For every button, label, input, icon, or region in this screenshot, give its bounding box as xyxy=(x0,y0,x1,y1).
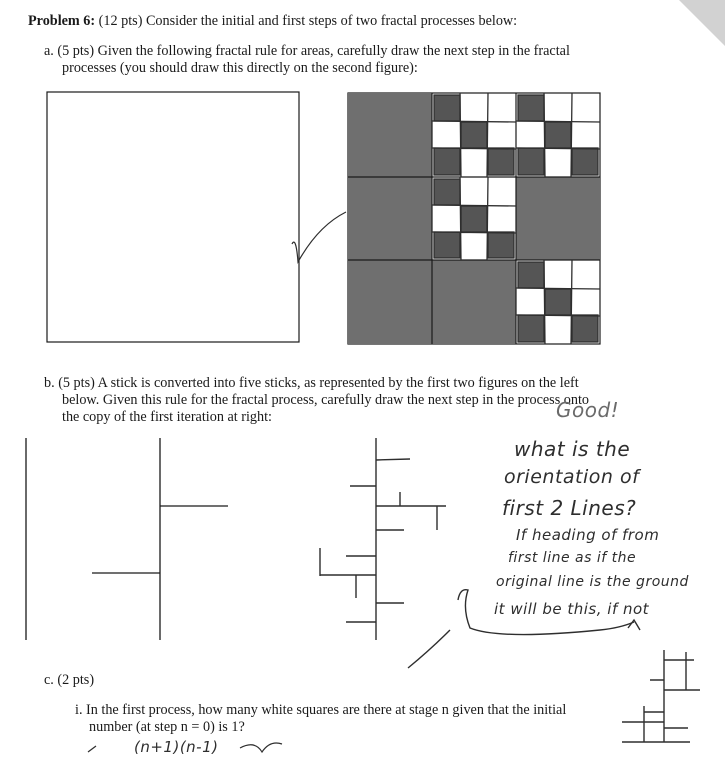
part-b-line-3: the copy of the first iteration at right: xyxy=(62,409,272,425)
shaded-cell-mid-left xyxy=(348,177,432,260)
handwritten-answer: (n+1)(n-1) xyxy=(134,738,219,756)
part-c-question-1-line-2: number (at step n = 0) is 1? xyxy=(89,719,245,735)
note-line-3: first 2 Lines? xyxy=(502,496,637,520)
note-line-5: first line as if the xyxy=(508,550,637,566)
note-line-1: what is the xyxy=(514,437,631,461)
note-line-7: it will be this, if not xyxy=(494,600,650,618)
problem-label: Problem 6: xyxy=(28,13,96,29)
grader-checkmark xyxy=(292,212,346,262)
stick-figure-step-one xyxy=(92,438,228,640)
note-line-6: original line is the ground xyxy=(496,574,689,590)
shaded-cell-mid-right xyxy=(516,177,600,260)
shaded-cell-bottom-mid xyxy=(432,260,516,344)
part-b-line-1: b. (5 pts) A stick is converted into five sticks, as represented by the first two figures on the left xyxy=(44,375,579,391)
part-c-label: c. (2 pts) xyxy=(44,672,95,688)
grade-note: Good! xyxy=(556,398,620,422)
note-line-4: If heading of from xyxy=(516,526,660,544)
shaded-cell-bottom-left xyxy=(348,260,432,344)
problem-text: (12 pts) Consider the initial and first steps of two fractal processes below: xyxy=(98,13,518,29)
part-a-line-1: a. (5 pts) Given the following fractal rule for areas, carefully draw the next step in the fractal xyxy=(44,43,570,59)
part-c-question-1-line-1: i. In the first process, how many white squares are there at stage n given that the initial xyxy=(75,702,567,718)
part-a-line-2: processes (you should draw this directly on the second figure): xyxy=(62,60,418,76)
shaded-cell-top-left xyxy=(348,93,432,177)
note-line-2: orientation of xyxy=(504,466,640,488)
part-b-line-2: below. Given this rule for the fractal process, carefully draw the next step in the process onto xyxy=(62,392,589,408)
initial-square xyxy=(47,92,299,342)
